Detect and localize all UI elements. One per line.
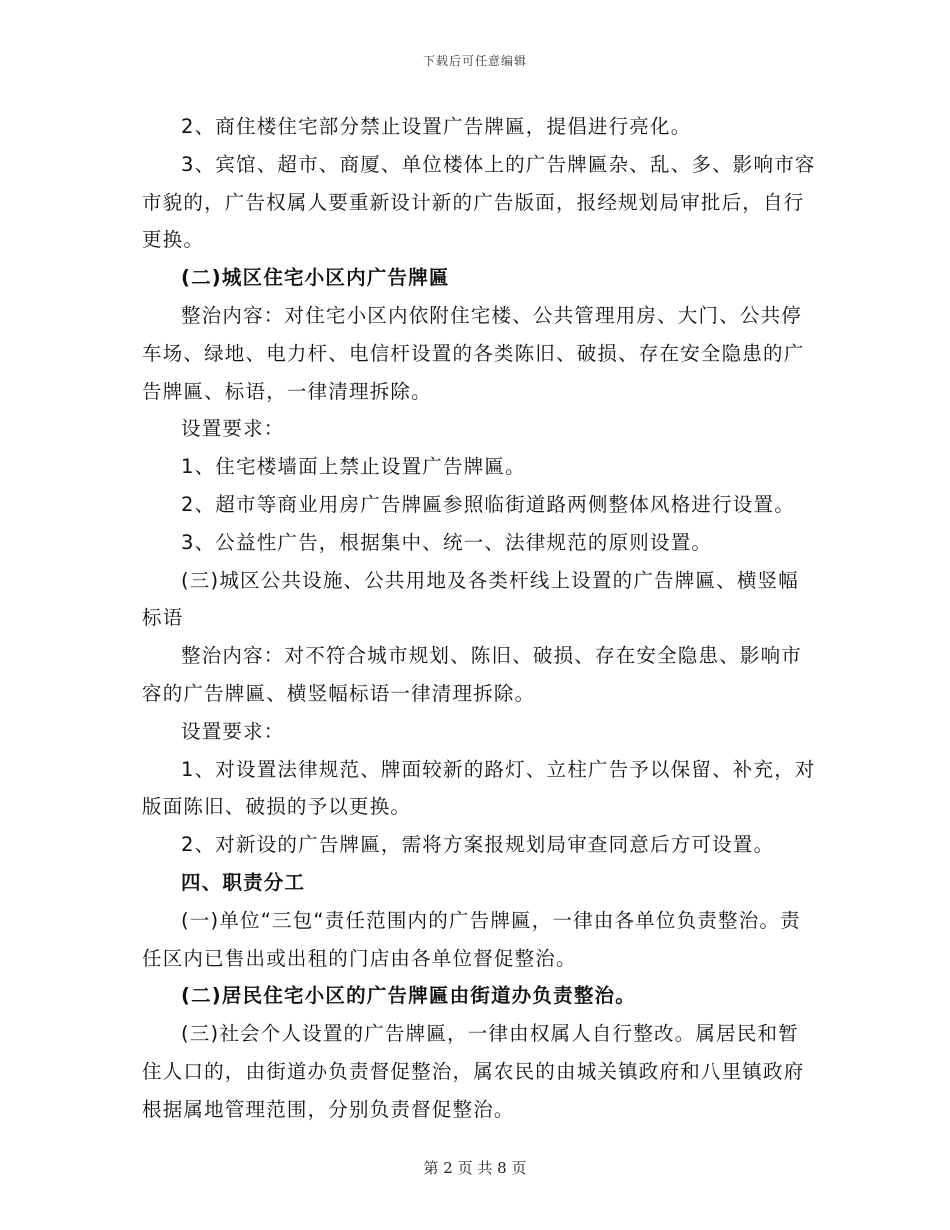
page-footer: 第 2 页 共 8 页 [423, 1159, 527, 1177]
paragraph: 整治内容：对不符合城市规划、陈旧、破损、存在安全隐患、影响市容的广告牌匾、横竖幅标语一律清理拆除。 [142, 644, 803, 705]
paragraph: 设置要求： [181, 719, 285, 743]
paragraph: 1、住宅楼墙面上禁止设置广告牌匾。 [181, 455, 526, 479]
paragraph: 1、对设置法律规范、牌面较新的路灯、立柱广告予以保留、补充，对版面陈旧、破损的予以更换。 [142, 757, 816, 819]
section-heading: (三)城区公共设施、公共用地及各类杆线上设置的广告牌匾、横竖幅标语 [142, 568, 799, 630]
paragraph: 整治内容：对住宅小区内依附住宅楼、公共管理用房、大门、公共停车场、绿地、电力杆、电信杆设置的各类陈旧、破损、存在安全隐患的广告牌匾、标语，一律清理拆除。 [142, 303, 805, 403]
document-body [142, 108, 818, 1129]
paragraph: 设置要求： [181, 417, 285, 441]
paragraph: 2、对新设的广告牌匾，需将方案报规划局审查同意后方可设置。 [181, 833, 775, 857]
paragraph: (三)社会个人设置的广告牌匾，一律由权属人自行整改。属居民和暂住人口的，由街道办负责督促整治，属农民的由城关镇政府和八里镇政府根据属地管理范围，分别负责督促整治。 [142, 1022, 805, 1121]
section-heading: 四、职责分工 [181, 870, 306, 894]
section-heading: (二)城区住宅小区内广告牌匾 [181, 266, 450, 290]
paragraph: (一)单位“三包“责任范围内的广告牌匾，一律由各单位负责整治。责任区内已售出或出租的门店由各单位督促整治。 [142, 908, 801, 970]
paragraph: 2、超市等商业用房广告牌匾参照临街道路两侧整体风格进行设置。 [181, 492, 795, 516]
page-header: 下载后可任意编辑 [422, 54, 527, 68]
section-heading: (二)居民住宅小区的广告牌匾由街道办负责整治。 [181, 984, 636, 1008]
paragraph: 3、宾馆、超市、商厦、单位楼体上的广告牌匾杂、乱、多、影响市容市貌的，广告权属人要重新设计新的广告版面，报经规划局审批后，自行更换。 [142, 152, 816, 252]
paragraph: 3、公益性广告，根据集中、统一、法律规范的原则设置。 [181, 530, 713, 554]
paragraph: 2、商住楼住宅部分禁止设置广告牌匾，提倡进行亮化。 [181, 115, 692, 138]
